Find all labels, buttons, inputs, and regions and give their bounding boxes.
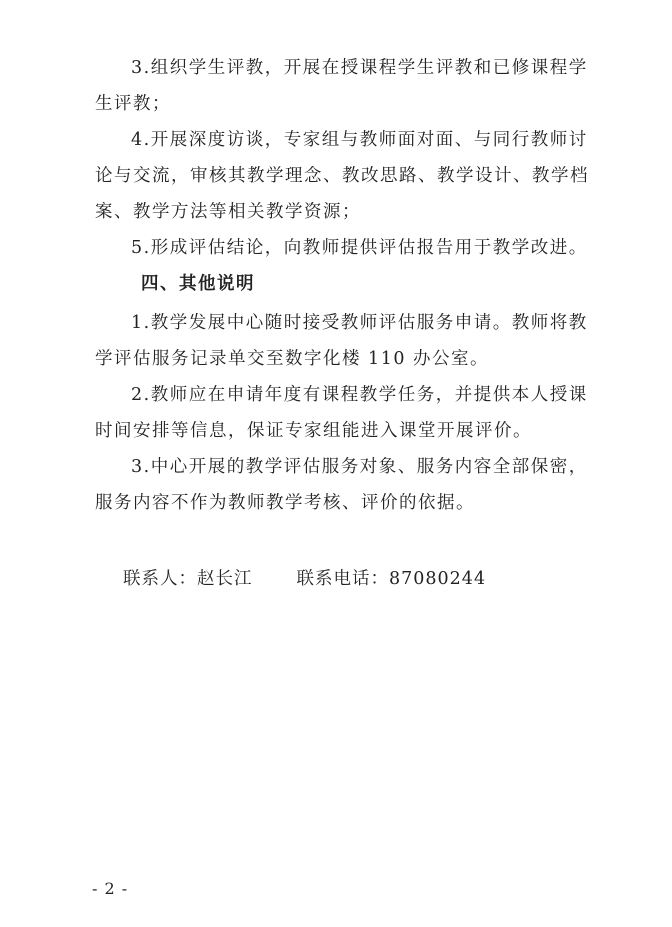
paragraph-line: 论与交流，审核其教学理念、教改思路、教学设计、教学档 bbox=[95, 166, 589, 186]
contact-info bbox=[123, 567, 486, 591]
paragraph-line: 时间安排等信息，保证专家组能进入课堂开展评价。 bbox=[95, 421, 532, 441]
paragraph-line: 3.组织学生评教，开展在授课程学生评教和已修课程学 bbox=[131, 58, 588, 78]
paragraph-line: 服务内容不作为教师教学考核、评价的依据。 bbox=[95, 493, 475, 513]
paragraph-line: 生评教； bbox=[95, 94, 171, 114]
paragraph-line: 学评估服务记录单交至数字化楼 110 办公室。 bbox=[95, 349, 490, 369]
paragraph-line: 5.形成评估结论，向教师提供评估报告用于教学改进。 bbox=[131, 238, 588, 258]
page-number: - 2 - bbox=[92, 879, 129, 898]
paragraph-line: 案、教学方法等相关教学资源； bbox=[95, 202, 361, 222]
contact-phone: 联系电话：87080244 bbox=[296, 569, 487, 589]
contact-person: 联系人：赵长江 bbox=[123, 569, 253, 589]
section-heading: 四、其他说明 bbox=[141, 274, 255, 294]
paragraph-line: 1.教学发展中心随时接受教师评估服务申请。教师将教 bbox=[131, 313, 588, 333]
paragraph-line: 3.中心开展的教学评估服务对象、服务内容全部保密， bbox=[131, 457, 588, 477]
paragraph-line: 2.教师应在申请年度有课程教学任务，并提供本人授课 bbox=[131, 385, 588, 405]
paragraph-line: 4.开展深度访谈，专家组与教师面对面、与同行教师讨 bbox=[131, 130, 588, 150]
